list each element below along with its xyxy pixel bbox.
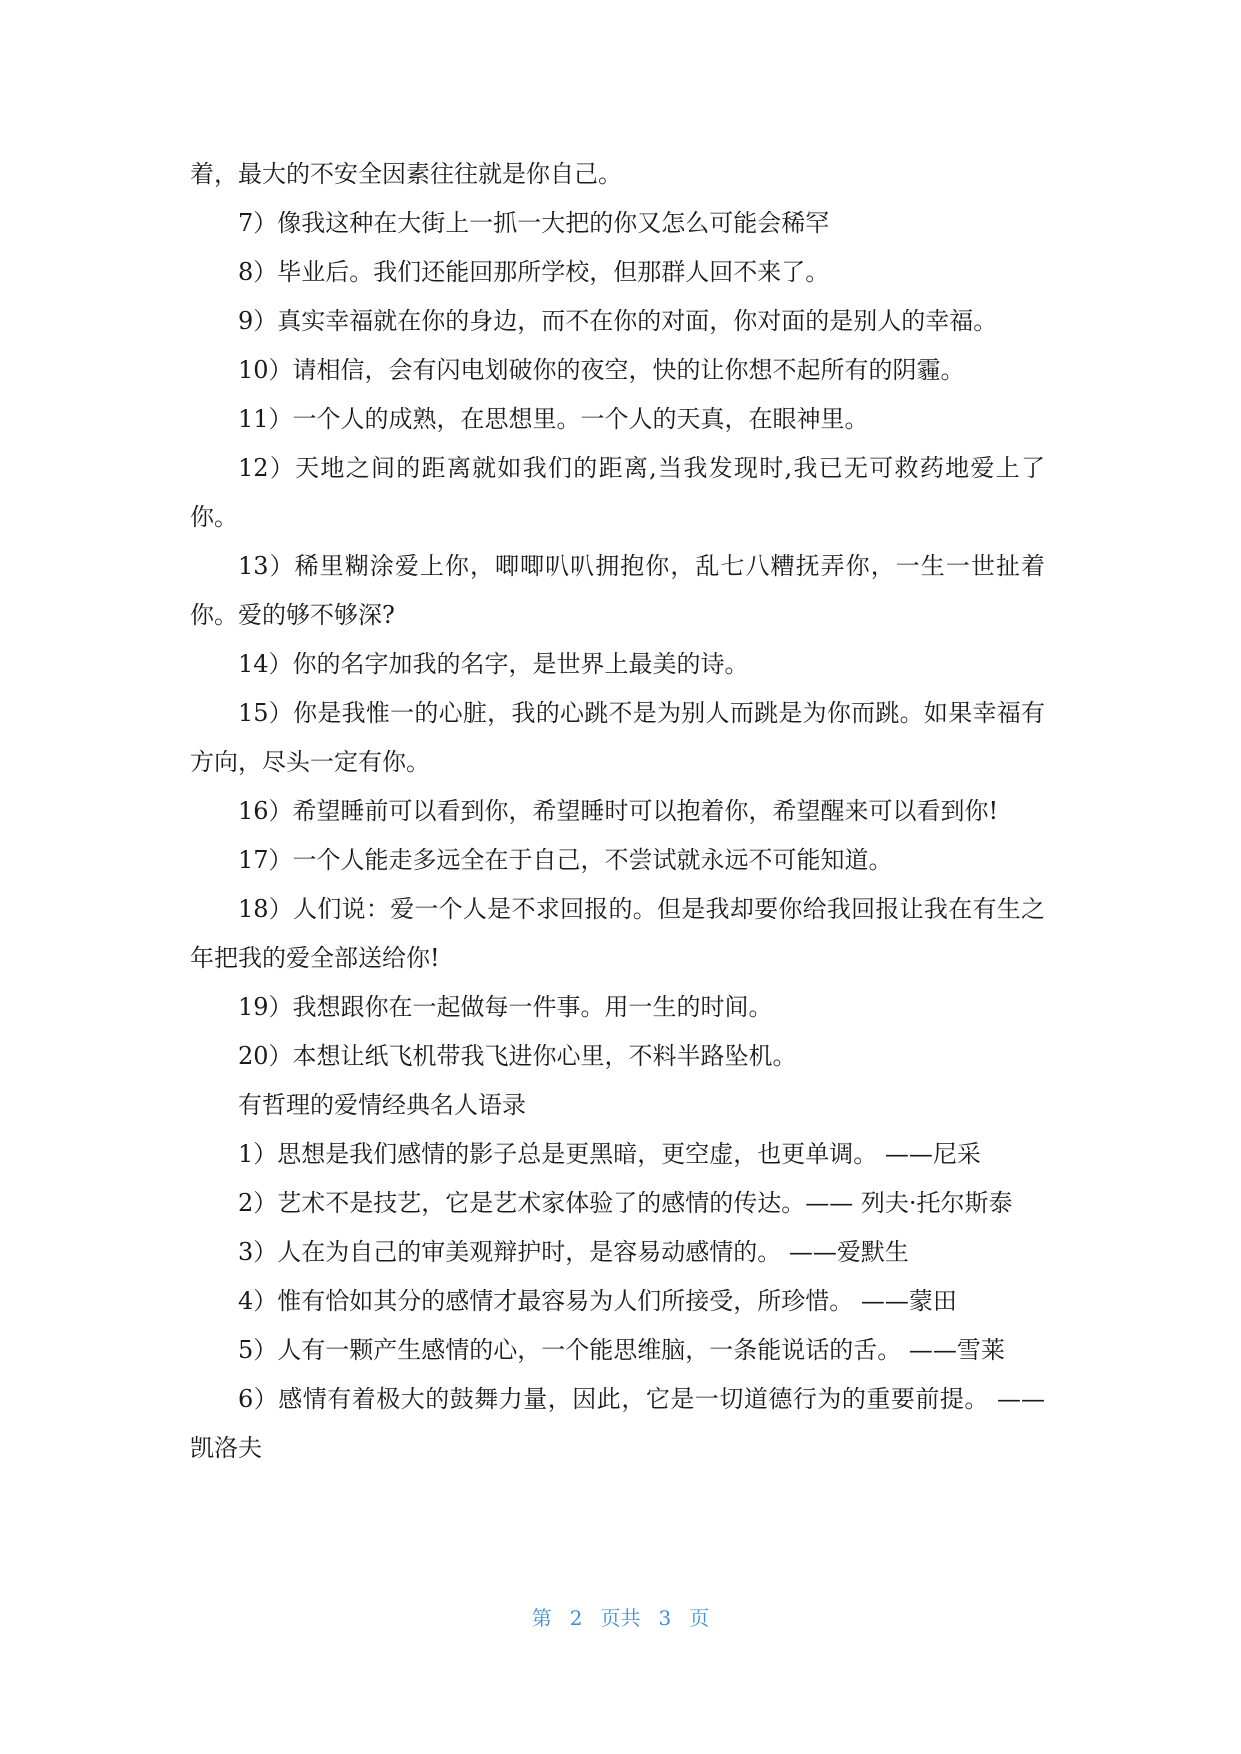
quote-item: 1）思想是我们感情的影子总是更黑暗，更空虚，也更单调。 ——尼采 [238, 1140, 981, 1168]
quote-item: 3）人在为自己的审美观辩护时，是容易动感情的。 ——爱默生 [238, 1238, 909, 1266]
quote-item: 7）像我这种在大街上一抓一大把的你又怎么可能会稀罕 [238, 209, 830, 237]
quote-item: 8）毕业后。我们还能回那所学校，但那群人回不来了。 [238, 258, 830, 286]
quote-item: 5）人有一颗产生感情的心，一个能思维脑，一条能说话的舌。 ——雪莱 [238, 1336, 1005, 1364]
quote-item: 2）艺术不是技艺，它是艺术家体验了的感情的传达。—— 列夫·托尔斯泰 [238, 1189, 1013, 1217]
quote-item: 9）真实幸福就在你的身边，而不在你的对面，你对面的是别人的幸福。 [238, 307, 998, 335]
total-page-number: 3 [658, 1606, 672, 1630]
quote-item: 10）请相信，会有闪电划破你的夜空，快的让你想不起所有的阴霾。 [238, 356, 965, 384]
quote-item: 11）一个人的成熟，在思想里。一个人的天真，在眼神里。 [238, 405, 869, 433]
quote-item: 4）惟有恰如其分的感情才最容易为人们所接受，所珍惜。 ——蒙田 [238, 1287, 957, 1315]
quote-item: 16）希望睡前可以看到你，希望睡时可以抱着你，希望醒来可以看到你! [238, 797, 999, 825]
page-footer [0, 1603, 1241, 1633]
quote-item: 15）你是我惟一的心脏，我的心跳不是为别人而跳是为你而跳。如果幸福有方向，尽头一定有你。 [190, 699, 1045, 776]
section-heading: 有哲理的爱情经典名人语录 [238, 1091, 526, 1119]
footer-label-last: 页 [689, 1606, 710, 1630]
quote-item: 19）我想跟你在一起做每一件事。用一生的时间。 [238, 993, 773, 1021]
paragraph-continued: 着，最大的不安全因素往往就是你自己。 [190, 160, 622, 188]
quote-item: 20）本想让纸飞机带我飞进你心里，不料半路坠机。 [238, 1042, 797, 1070]
quote-item: 14）你的名字加我的名字，是世界上最美的诗。 [238, 650, 749, 678]
quote-item: 6）感情有着极大的鼓舞力量，因此，它是一切道德行为的重要前提。 ——凯洛夫 [190, 1385, 1045, 1462]
footer-label-middle: 页共 [600, 1606, 641, 1630]
quote-item: 12）天地之间的距离就如我们的距离,当我发现时,我已无可救药地爱上了你。 [190, 454, 1045, 531]
footer-label-first: 第 [531, 1606, 552, 1630]
current-page-number: 2 [569, 1606, 583, 1630]
document-body [190, 150, 1045, 1473]
quote-item: 13）稀里糊涂爱上你，唧唧叭叭拥抱你，乱七八糟抚弄你，一生一世扯着你。爱的够不够深? [190, 552, 1045, 629]
quote-item: 18）人们说：爱一个人是不求回报的。但是我却要你给我回报让我在有生之年把我的爱全部送给你! [190, 895, 1045, 972]
quote-item: 17）一个人能走多远全在于自己，不尝试就永远不可能知道。 [238, 846, 893, 874]
